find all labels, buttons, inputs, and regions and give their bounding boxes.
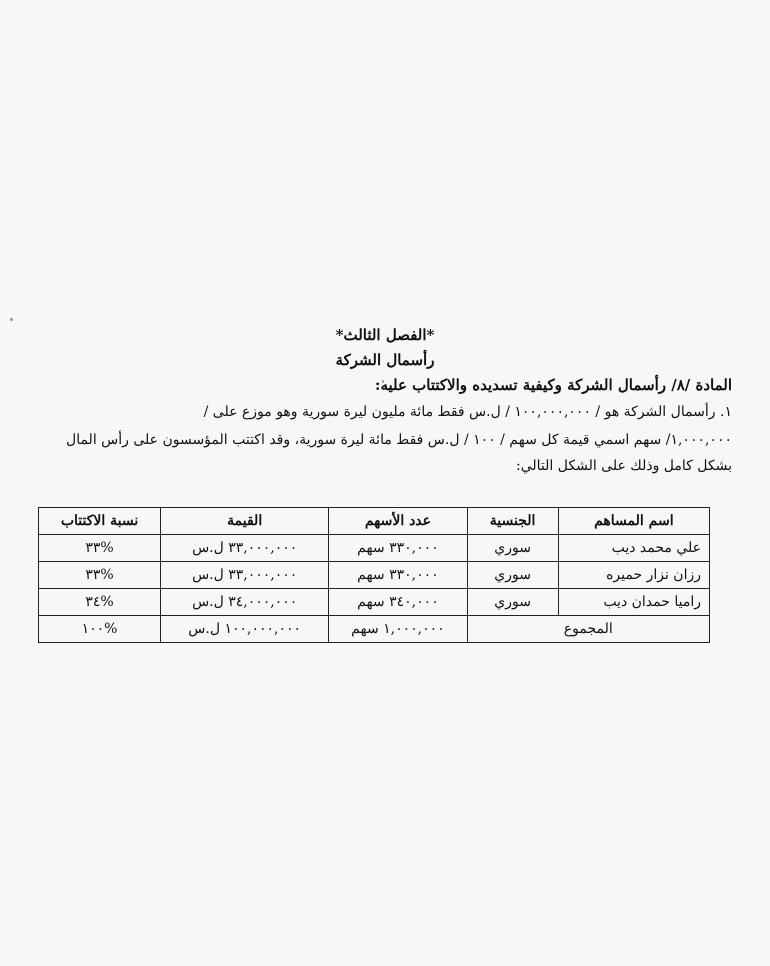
cell-value: ٣٣,٠٠٠,٠٠٠ ل.س: [161, 535, 329, 562]
total-shares: ١,٠٠٠,٠٠٠ سهم: [329, 616, 467, 643]
cell-percent: %٣٤: [39, 589, 161, 616]
total-percent: %١٠٠: [39, 616, 161, 643]
cell-value: ٣٤,٠٠٠,٠٠٠ ل.س: [161, 589, 329, 616]
total-value: ١٠٠,٠٠٠,٠٠٠ ل.س: [161, 616, 329, 643]
header-name: اسم المساهم: [558, 508, 709, 535]
table-row: [39, 589, 710, 616]
header-shares: عدد الأسهم: [329, 508, 467, 535]
header-value: القيمة: [161, 508, 329, 535]
header-nationality: الجنسية: [467, 508, 558, 535]
cell-name: راميا حمدان ديب: [558, 589, 709, 616]
cell-value: ٣٣,٠٠٠,٠٠٠ ل.س: [161, 562, 329, 589]
table-header-row: [39, 508, 710, 535]
paragraph-line: بشكل كامل وذلك على الشكل التالي:: [516, 458, 732, 474]
table-total-row: [39, 616, 710, 643]
chapter-title: *الفصل الثالث*: [335, 326, 435, 344]
article-title: المادة /٨/ رأسمال الشركة وكيفية تسديده والاكتتاب عليه:: [374, 376, 732, 394]
cell-shares: ٣٣٠,٠٠٠ سهم: [329, 535, 467, 562]
cell-name: رزان نزار حميره: [558, 562, 709, 589]
header-percent: نسبة الاكتتاب: [39, 508, 161, 535]
cell-percent: %٣٣: [39, 535, 161, 562]
cell-shares: ٣٣٠,٠٠٠ سهم: [329, 562, 467, 589]
total-label: المجموع: [467, 616, 709, 643]
scan-speck: [10, 318, 13, 321]
cell-nationality: سوري: [467, 589, 558, 616]
cell-shares: ٣٤٠,٠٠٠ سهم: [329, 589, 467, 616]
paragraph-line: ١. رأسمال الشركة هو / ١٠٠,٠٠٠,٠٠٠ / ل.س فقط مائة مليون ليرة سورية وهو موزع على /: [203, 404, 732, 420]
paragraph-line: ١,٠٠٠,٠٠٠/ سهم اسمي قيمة كل سهم / ١٠٠ / ل.س فقط مائة ليرة سورية، وقد اكتتب المؤسسون على رأس المال: [66, 432, 732, 448]
cell-nationality: سوري: [467, 535, 558, 562]
cell-nationality: سوري: [467, 562, 558, 589]
table-row: [39, 535, 710, 562]
table-row: [39, 562, 710, 589]
section-title: رأسمال الشركة: [335, 351, 435, 369]
cell-name: علي محمد ديب: [558, 535, 709, 562]
cell-percent: %٣٣: [39, 562, 161, 589]
shareholders-table: [38, 507, 710, 643]
